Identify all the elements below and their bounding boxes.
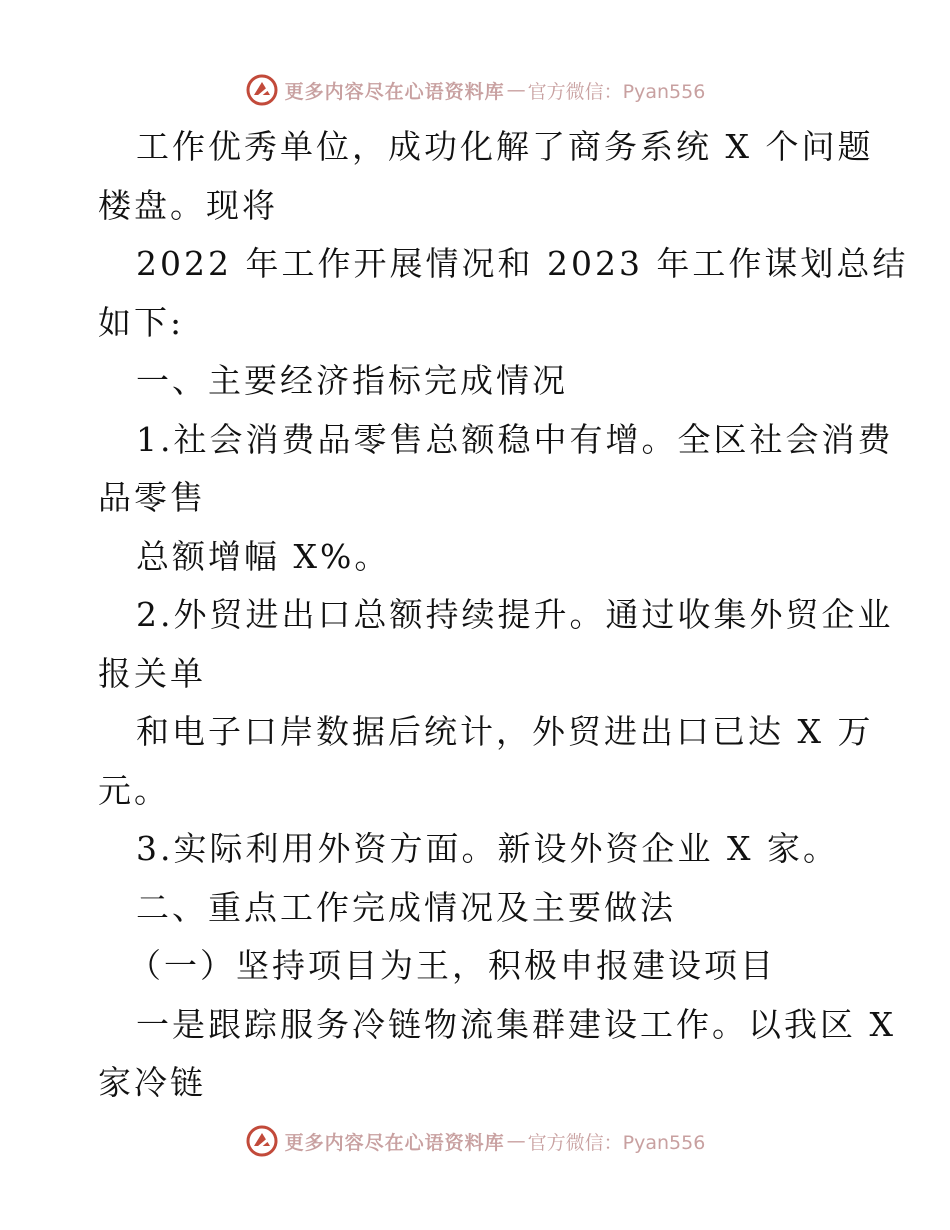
header-watermark xyxy=(0,70,950,110)
body-line: 1.社会消费品零售总额稳中有增。全区社会消费 xyxy=(136,419,894,459)
body-line: 报关单 xyxy=(98,653,206,693)
document-body xyxy=(98,118,909,1113)
body-line: 2022 年工作开展情况和 2023 年工作谋划总结 xyxy=(136,244,909,283)
body-line: 一是跟踪服务冷链物流集群建设工作。以我区 X xyxy=(136,1004,896,1044)
section-heading: 一、主要经济指标完成情况 xyxy=(136,361,568,400)
body-line: 楼盘。现将 xyxy=(98,185,278,225)
body-line: 2.外贸进出口总额持续提升。通过收集外贸企业 xyxy=(136,595,894,634)
brand-logo-icon xyxy=(245,1124,279,1158)
body-line: 品零售 xyxy=(98,478,206,517)
body-line: 3.实际利用外资方面。新设外资企业 X 家。 xyxy=(136,829,839,868)
body-line: 元。 xyxy=(98,770,170,810)
body-line: 总额增幅 X%。 xyxy=(136,536,391,576)
header-separator: — xyxy=(506,79,526,101)
section-heading: 二、重点工作完成情况及主要做法 xyxy=(136,887,676,927)
footer-watermark xyxy=(0,1121,950,1161)
body-line: 如下: xyxy=(98,302,185,342)
subsection-heading: （一）坚持项目为王，积极申报建设项目 xyxy=(128,946,776,985)
footer-separator: — xyxy=(506,1130,526,1152)
body-line: 工作优秀单位，成功化解了商务系统 X 个问题 xyxy=(136,127,874,166)
footer-brand-text: 更多内容尽在心语资料库 xyxy=(284,1131,505,1154)
brand-logo-icon xyxy=(245,73,279,107)
body-line: 和电子口岸数据后统计，外贸进出口已达 X 万 xyxy=(136,712,874,751)
body-line: 家冷链 xyxy=(98,1063,206,1102)
header-brand-text: 更多内容尽在心语资料库 xyxy=(284,80,505,103)
footer-wechat-text: 官方微信：Pyan556 xyxy=(527,1131,706,1154)
header-wechat-text: 官方微信：Pyan556 xyxy=(527,80,706,103)
